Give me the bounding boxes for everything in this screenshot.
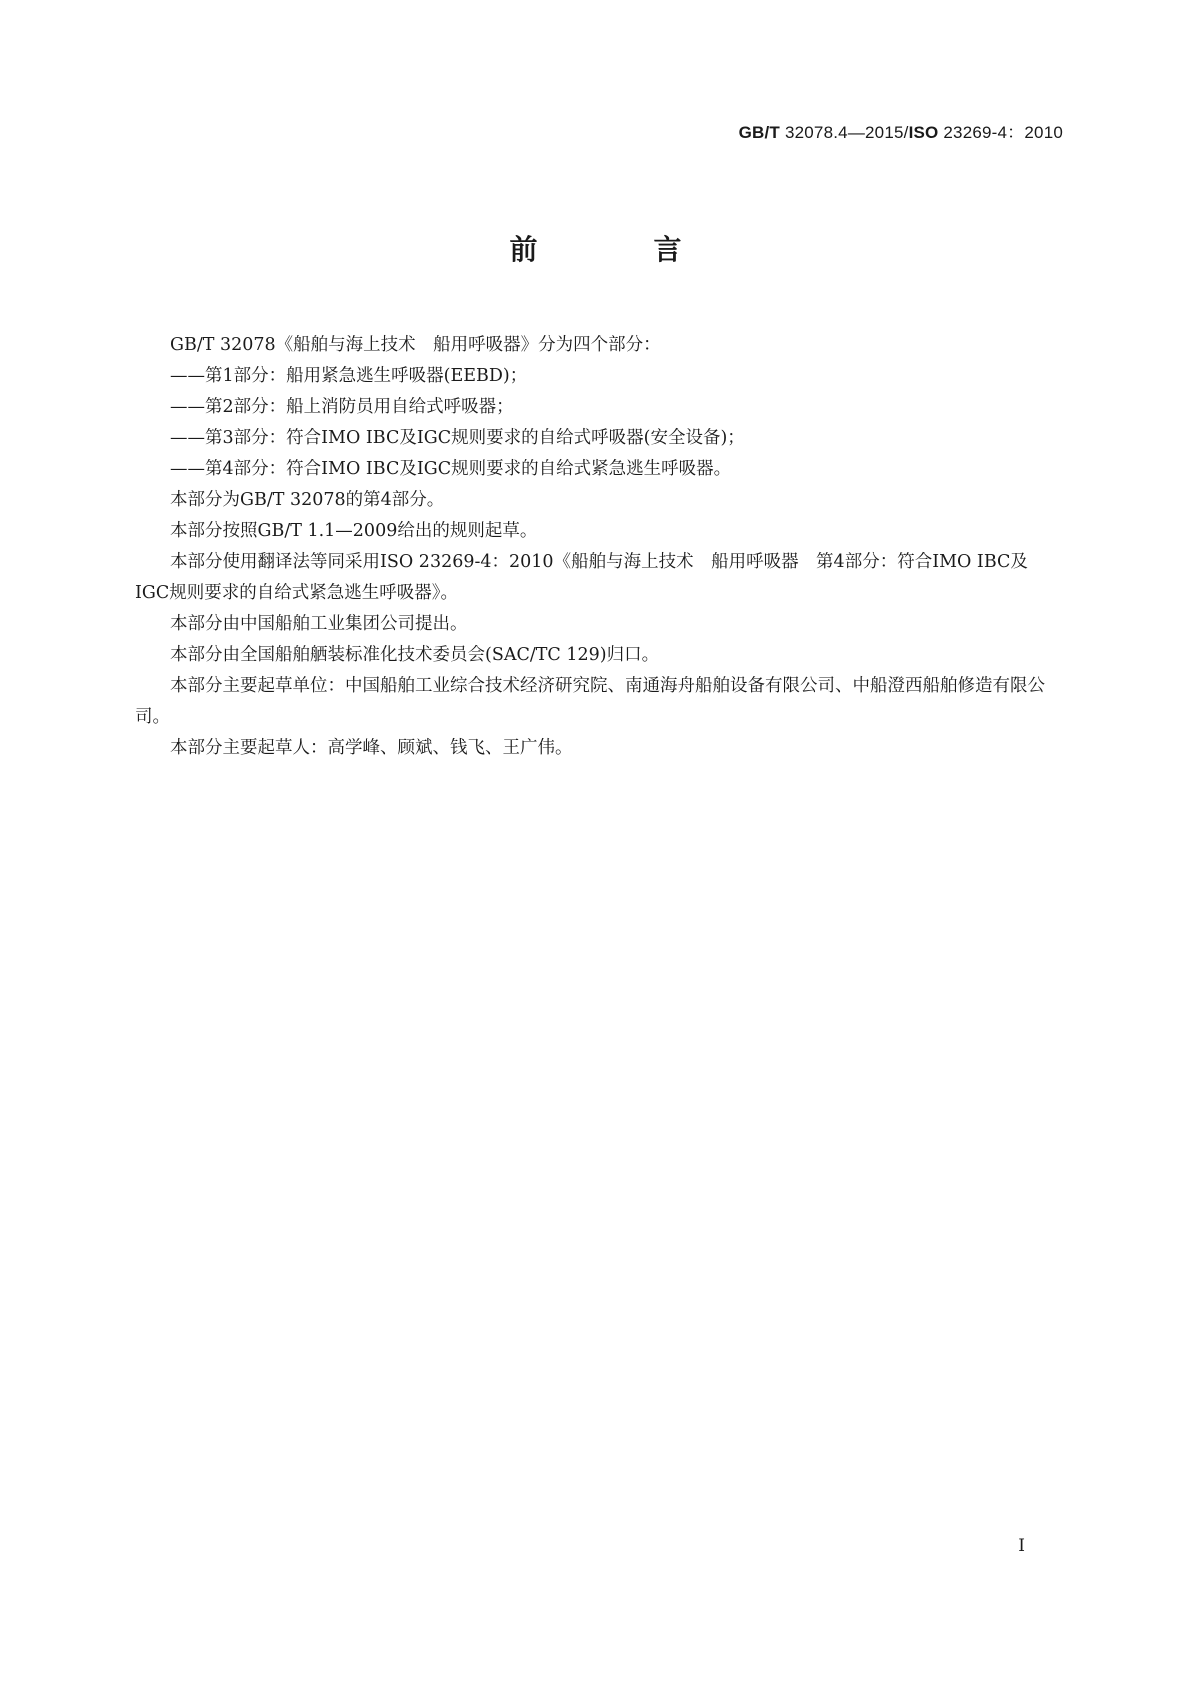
list-item-part-1: ——第1部分：船用紧急逃生呼吸器(EEBD)； [170,366,528,386]
paragraph-drafting-units: 本部分主要起草单位：中国船舶工业综合技术经济研究院、南通海舟船舶设备有限公司、中船澄西船舶修造有限公司。 [135,676,1045,727]
code-prefix: GB/T [738,123,781,142]
code-iso: ISO [908,123,939,142]
code-main: 32078.4—2015/ [784,123,909,142]
code-iso-number: 23269-4：2010 [943,123,1063,142]
list-item-part-2: ——第2部分：船上消防员用自给式呼吸器； [170,397,514,417]
foreword-body [135,330,1061,764]
paragraph-intro: GB/T 32078《船舶与海上技术 船用呼吸器》分为四个部分： [170,335,661,355]
page-title: 前 言 [509,233,726,266]
paragraph-drafters: 本部分主要起草人：高学峰、顾斌、钱飞、王广伟。 [170,738,573,758]
list-item-part-4: ——第4部分：符合IMO IBC及IGC规则要求的自给式紧急逃生呼吸器。 [170,459,732,479]
paragraph-committee: 本部分由全国船舶舾装标准化技术委员会(SAC/TC 129)归口。 [170,645,660,665]
paragraph-adoption: 本部分使用翻译法等同采用ISO 23269-4：2010《船舶与海上技术 船用呼吸器 第4部分：符合IMO IBC及IGC规则要求的自给式紧急逃生呼吸器》。 [135,552,1028,603]
list-item-part-3: ——第3部分：符合IMO IBC及IGC规则要求的自给式呼吸器(安全设备)； [170,428,745,448]
paragraph-drafting-rules: 本部分按照GB/T 1.1—2009给出的规则起草。 [170,521,538,541]
standard-code-header [739,118,1063,143]
paragraph-part-statement: 本部分为GB/T 32078的第4部分。 [170,490,445,510]
paragraph-proposer: 本部分由中国船舶工业集团公司提出。 [170,614,468,634]
page-number: I [1018,1536,1025,1556]
